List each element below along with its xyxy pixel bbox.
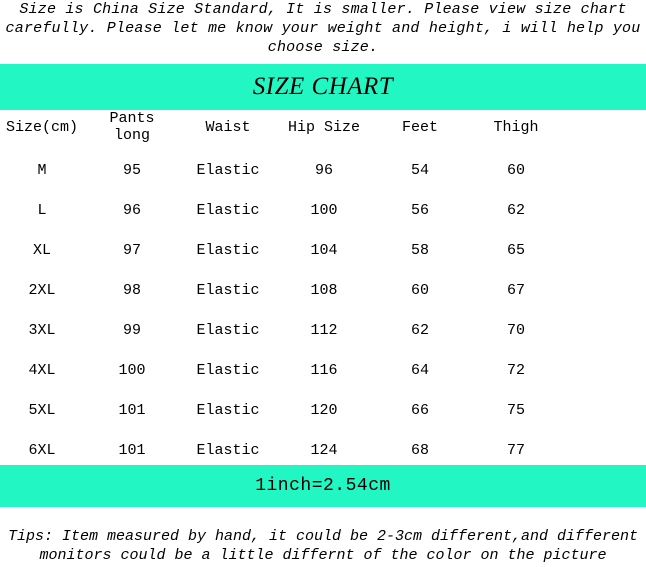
table-cell: 100 <box>118 361 146 379</box>
table-cell: Elastic <box>196 241 260 259</box>
table-row <box>0 390 646 430</box>
table-cell: 68 <box>410 441 429 459</box>
notice-line-1: Size is China Size Standard, It is smaller. Please view size chart <box>19 1 627 18</box>
table-cell: 6XL <box>28 441 56 459</box>
table-cell: 112 <box>310 321 338 339</box>
size-chart-title: SIZE CHART <box>252 73 394 100</box>
table-header-cell: Size(cm) <box>5 118 78 136</box>
table-cell: Elastic <box>196 361 260 379</box>
size-table <box>0 104 646 470</box>
table-cell: 3XL <box>28 321 56 339</box>
table-cell: 97 <box>122 241 141 259</box>
table-header-cell: Feet <box>401 118 438 136</box>
table-header-cell: Thigh <box>493 118 539 136</box>
table-cell: 62 <box>410 321 429 339</box>
size-notice <box>0 0 646 57</box>
table-cell: 98 <box>122 281 141 299</box>
table-cell: 120 <box>310 401 338 419</box>
table-cell: Elastic <box>196 441 260 459</box>
table-header-cell: Waist <box>205 118 251 136</box>
table-cell: 77 <box>506 441 525 459</box>
tips-line-1: Tips: Item measured by hand, it could be 2-3cm different,and different <box>7 528 639 545</box>
table-cell: 66 <box>410 401 429 419</box>
table-row <box>0 150 646 190</box>
table-cell: 100 <box>310 201 338 219</box>
table-header-cell: Pants long <box>109 110 155 144</box>
table-cell: 101 <box>118 441 146 459</box>
inch-conversion: 1inch=2.54cm <box>255 476 391 496</box>
table-cell: 64 <box>410 361 429 379</box>
table-cell: Elastic <box>196 161 260 179</box>
table-header-row <box>0 104 646 150</box>
table-row <box>0 270 646 310</box>
table-cell: 101 <box>118 401 146 419</box>
table-cell: 60 <box>506 161 525 179</box>
table-cell: 65 <box>506 241 525 259</box>
tips-note <box>0 527 646 565</box>
table-cell: 95 <box>122 161 141 179</box>
table-row <box>0 350 646 390</box>
tips-line-2: monitors could be a little differnt of the color on the picture <box>39 547 607 564</box>
table-row <box>0 310 646 350</box>
table-cell: 124 <box>310 441 338 459</box>
table-cell: 99 <box>122 321 141 339</box>
table-cell: 96 <box>122 201 141 219</box>
notice-line-2: carefully. Please let me know your weight and height, i will help you <box>5 20 641 37</box>
table-cell: 96 <box>314 161 333 179</box>
table-cell: 5XL <box>28 401 56 419</box>
table-cell: L <box>37 201 47 219</box>
notice-line-3: choose size. <box>267 39 379 56</box>
table-cell: 75 <box>506 401 525 419</box>
table-cell: 2XL <box>28 281 56 299</box>
table-cell: XL <box>32 241 51 259</box>
table-cell: 54 <box>410 161 429 179</box>
table-cell: 58 <box>410 241 429 259</box>
table-cell: Elastic <box>196 201 260 219</box>
table-cell: 70 <box>506 321 525 339</box>
table-cell: 67 <box>506 281 525 299</box>
table-row <box>0 430 646 470</box>
table-cell: M <box>37 161 47 179</box>
table-cell: 4XL <box>28 361 56 379</box>
table-header-cell: Hip Size <box>287 118 360 136</box>
table-cell: 56 <box>410 201 429 219</box>
table-cell: 116 <box>310 361 338 379</box>
table-cell: 62 <box>506 201 525 219</box>
table-row <box>0 190 646 230</box>
conversion-band <box>0 465 646 507</box>
table-cell: 108 <box>310 281 338 299</box>
table-cell: Elastic <box>196 401 260 419</box>
table-row <box>0 230 646 270</box>
table-cell: 72 <box>506 361 525 379</box>
table-cell: Elastic <box>196 281 260 299</box>
table-cell: Elastic <box>196 321 260 339</box>
table-cell: 104 <box>310 241 338 259</box>
table-cell: 60 <box>410 281 429 299</box>
